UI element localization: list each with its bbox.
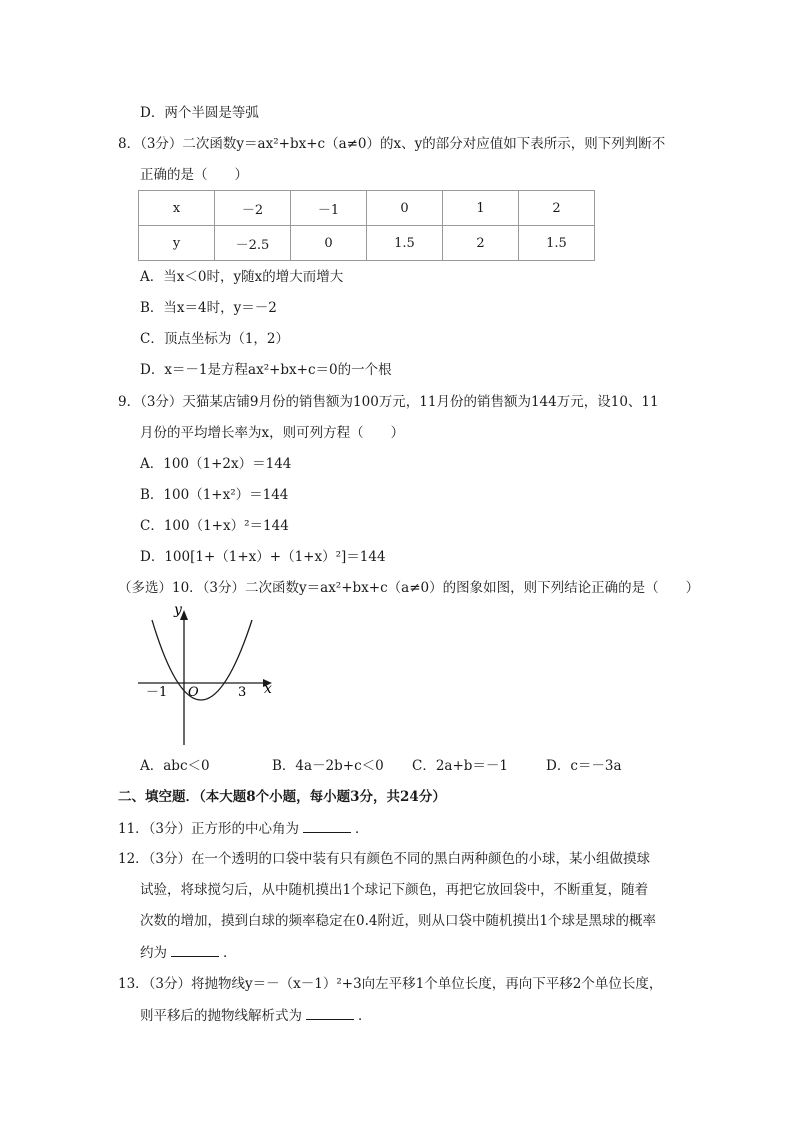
q7-option-d: D．两个半圆是等弧 bbox=[140, 105, 259, 121]
q10-option-a: A．abc＜0 bbox=[140, 758, 210, 774]
q8-stem-line1: 8．（3分）二次函数y＝ax²+bx+c（a≠0）的x、y的部分对应值如下表所示，则下列判断不 bbox=[118, 136, 666, 152]
origin-label: O bbox=[188, 685, 199, 700]
table-cell: 1 bbox=[443, 191, 519, 226]
q10-stem-line1: （多选）10．（3分）二次函数y＝ax²+bx+c（a≠0）的图象如图，则下列结论正确的是（ ） bbox=[118, 580, 700, 596]
q8-option-c: C．顶点坐标为（1，2） bbox=[140, 331, 290, 347]
q13-tail: ． bbox=[358, 1008, 372, 1024]
table-cell: x bbox=[139, 191, 215, 226]
section2-heading: 二、填空题．（本大题8个小题，每小题3分，共24分） bbox=[118, 789, 446, 805]
table-cell: 0 bbox=[291, 226, 367, 261]
table-cell: 1.5 bbox=[367, 226, 443, 261]
table-row-y bbox=[139, 226, 595, 261]
q9-option-b: B．100（1+x²）＝144 bbox=[140, 487, 289, 503]
table-cell: y bbox=[139, 226, 215, 261]
table-cell: 0 bbox=[367, 191, 443, 226]
table-cell: －1 bbox=[291, 191, 367, 226]
q9-stem-line1: 9．（3分）天猫某店铺9月份的销售额为100万元，11月份的销售额为144万元，设10、11 bbox=[118, 394, 659, 410]
q9-option-d: D．100[1+（1+x）+（1+x）²]＝144 bbox=[140, 549, 386, 565]
left-root-label: －1 bbox=[146, 685, 168, 700]
q13-stem-line1: 13．（3分）将抛物线y＝－（x－1）²+3向左平移1个单位长度，再向下平移2个单位长度， bbox=[118, 976, 663, 992]
q8-value-table bbox=[138, 190, 595, 261]
q12-answer-blank[interactable] bbox=[171, 942, 219, 957]
q13-answer-blank[interactable] bbox=[306, 1005, 354, 1020]
q12-stem-line2: 试验，将球搅匀后，从中随机摸出1个球记下颜色，再把它放回袋中，不断重复，随着 bbox=[140, 882, 649, 898]
table-cell: －2 bbox=[215, 191, 291, 226]
q9-option-c: C．100（1+x）²＝144 bbox=[140, 518, 289, 534]
q13-stem-line2 bbox=[140, 1005, 372, 1026]
q8-option-a: A．当x＜0时，y随x的增大而增大 bbox=[140, 269, 344, 285]
q10-parabola-graph bbox=[130, 600, 290, 750]
q8-stem-line2: 正确的是（ ） bbox=[140, 167, 248, 183]
q10-option-d: D．c＝－3a bbox=[546, 758, 622, 774]
q9-option-a: A．100（1+2x）＝144 bbox=[140, 456, 292, 472]
q12-stem-line4 bbox=[140, 942, 237, 963]
q11-answer-blank[interactable] bbox=[303, 818, 351, 833]
table-cell: －2.5 bbox=[215, 226, 291, 261]
q12-stem-line1: 12．（3分）在一个透明的口袋中装有只有颜色不同的黑白两种颜色的小球，某小组做摸球 bbox=[118, 851, 651, 867]
q9-stem-line2: 月份的平均增长率为x，则可列方程（ ） bbox=[140, 425, 405, 441]
q8-option-d: D．x＝－1是方程ax²+bx+c＝0的一个根 bbox=[140, 362, 392, 378]
table-cell: 2 bbox=[443, 226, 519, 261]
q11-stem bbox=[118, 818, 369, 839]
q10-option-b: B．4a－2b+c＜0 bbox=[272, 758, 384, 774]
q13-text: 则平移后的抛物线解析式为 bbox=[140, 1008, 302, 1024]
q12-tail: ． bbox=[223, 945, 237, 961]
q8-option-b: B．当x＝4时，y＝－2 bbox=[140, 300, 277, 316]
right-root-label: 3 bbox=[238, 685, 247, 700]
table-cell: 2 bbox=[519, 191, 595, 226]
q12-text: 约为 bbox=[140, 945, 167, 961]
table-row-x bbox=[139, 191, 595, 226]
y-axis-label: y bbox=[174, 602, 182, 618]
table-cell: 1.5 bbox=[519, 226, 595, 261]
q12-stem-line3: 次数的增加，摸到白球的频率稳定在0.4附近，则从口袋中随机摸出1个球是黑球的概率 bbox=[140, 913, 657, 929]
q11-text: 11．（3分）正方形的中心角为 bbox=[118, 821, 300, 837]
q10-option-c: C．2a+b＝－1 bbox=[412, 758, 509, 774]
q11-tail: ． bbox=[355, 821, 369, 837]
x-axis-label: x bbox=[264, 681, 272, 697]
